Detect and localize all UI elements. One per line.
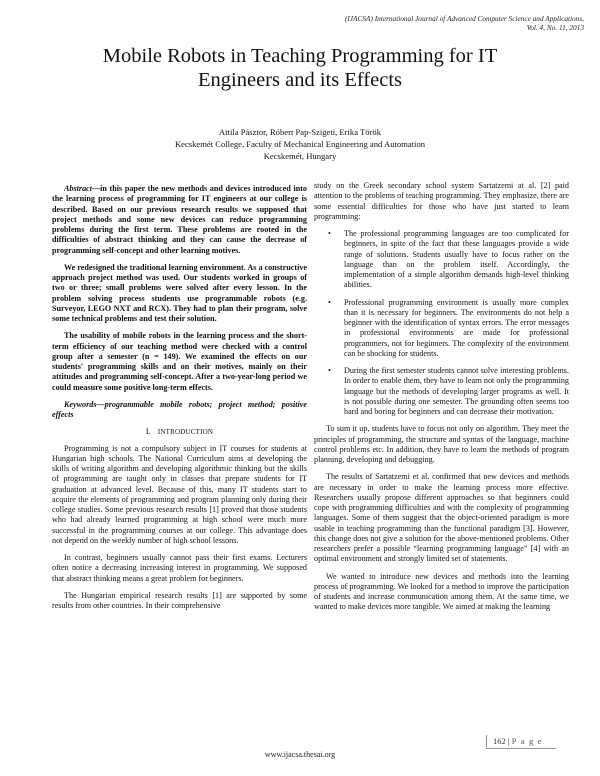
abstract-paragraph-3: The usability of mobile robots in the learning process and the short-term efficiency of our teaching method were checked with a control group after a semester (n = 149). We examined the effects on our students' programming skills and on their motives, mainly on their attitudes and programming self-concept. After a two-year-long period we could measure some positive long-term effects. — [52, 331, 307, 392]
results-paragraph: The results of Sartatzemi et al. confirmed that new devices and methods are necessary in order to make the learning process more effective. Researchers usually propose different approaches so that beginners could cope with programming difficulties and with the complexity of programming languages. Some of them suggest that the object-oriented paradigm is more usable in teaching programming than the functional paradigm [3]. However, this change does not give a solution for the above-mentioned problems. Other researchers prefer a possible “learning programming language” [4] with an optimal environment and strongly limited set of statements. — [314, 472, 569, 564]
abstract-text: —in this paper the new methods and devices introduced into the learning process of programming for IT engineers at our college is described. Based on our previous research results we supposed that project methods and some new devices can reduce programming problems during the first term. These problems are rooted in the difficulties of abstract thinking and they can cause the decrease of programming self-concept and other learning motives. — [52, 184, 307, 255]
keywords-label: Keywords — [64, 399, 97, 409]
list-item — [328, 229, 569, 291]
journal-header — [345, 14, 584, 32]
intro-paragraph-1: Programming is not a compulsory subject in IT courses for students at Hungarian high schools. The National Curriculum aims at developing the skills of writing algorithm and developing algorithmic thinking but the skills of programming are taught only in classes that prepare students for IT graduation at advanced level. Because of this, many IT students start to acquire the elements of programming and program planning only during their college studies. Some previous research results [1] proved that those students who had already learned programming at high school were much more successful in the programming courses at our college. This advantage does not depend on the weekly number of high school lessons. — [52, 443, 307, 545]
page-number-value: 162 — [493, 736, 506, 746]
left-column — [52, 184, 307, 618]
footer-rule-line — [486, 748, 556, 749]
page-number — [493, 736, 543, 746]
list-item-text: The professional programming languages are too complicated for beginners, in spite of the fact that these languages provide a wide range of solutions. Students usually have to focus rather on the language than on the problem itself. Accordingly, the implementation of a simple algorithm demands high-level thinking abilities. — [344, 229, 569, 290]
bullet-icon: • — [328, 229, 331, 238]
abstract-paragraph-2: We redesigned the traditional learning environment. As a constructive approach project method was used. Our students worked in groups of two or three; small problems were solved after every lesson. In the problem solving process students use programmable robots (e.g. Surveyor, LEGO NXT and RCX). They had to plan their program, solve some technical problems and test their solution. — [52, 262, 307, 323]
wanted-paragraph: We wanted to introduce new devices and methods into the learning process of programming. We looked for a method to improve the participation of students and increase communication among them. At the same time, we wanted to make devices more tangible. We aimed at making the learning — [314, 571, 569, 612]
paper-title — [40, 44, 560, 92]
author-location: Kecskemét, Hungary — [263, 151, 337, 161]
paper-title-line2: Engineers and its Effects — [198, 69, 402, 91]
keywords-text: —programmable mobile robots; project method; positive effects — [52, 399, 307, 419]
summary-paragraph: To sum it up, students have to focus not only on algorithm. They meet the principles of programming, the structure and syntax of the language, machine control problems etc. In addition, they have to learn the methods of program planning, developing and debugging. — [314, 424, 569, 464]
author-affiliation: Kecskemét College, Faculty of Mechanical Engineering and Automation — [174, 139, 426, 149]
keywords — [52, 400, 307, 421]
bullet-icon: • — [328, 366, 331, 375]
page-label: P a g e — [511, 736, 543, 746]
right-column — [314, 181, 569, 620]
author-block — [40, 126, 560, 162]
section-title: INTRODUCTION — [157, 428, 214, 437]
footer-divider — [486, 735, 487, 747]
journal-volume: Vol. 4, No. 11, 2013 — [526, 23, 584, 32]
intro-paragraph-2: In contrast, beginners usually cannot pass their first exams. Lecturers often notice a decreasing increasing interest in programming. We supposed that abstract thinking means a great problem for beginners. — [52, 553, 307, 583]
section-heading-introduction — [52, 427, 307, 437]
list-item — [328, 366, 569, 417]
page-separator: | — [507, 736, 510, 746]
journal-name: (IJACSA) International Journal of Advanced Computer Science and Applications, — [344, 14, 584, 23]
section-number: I. — [145, 427, 152, 437]
abstract-paragraph — [52, 184, 307, 256]
list-item-text: During the first semester students cannot solve interesting problems. In order to enable them, they have to learn not only the programming language but the methods of developing larger programs as well. It is not possible during one semester. The grounding often seems too hard and boring for beginners and can decrease their motivation. — [344, 366, 569, 416]
footer-url[interactable]: www.ijacsa.thesai.org — [264, 750, 336, 759]
author-names: Attila Pásztor, Róbert Pap-Szigeti, Erika Török — [218, 127, 382, 137]
continued-paragraph: study on the Greek secondary school system Sartatzemi at al. [2] paid attention to the problems of teaching programming. They emphasize, there are some essential difficulties for those who have just started to learn programming: — [314, 181, 569, 221]
bullet-icon: • — [328, 297, 331, 307]
list-item-text: Professional programming environment is usually more complex than it is necessary for beginners. The environments do not help a beginner with the identification of syntax errors. The error messages in professional environments are made for professional programmers, not for beginners. The complexity of the environment can be shocking for students. — [344, 297, 569, 358]
paper-title-line1: Mobile Robots in Teaching Programming for IT — [102, 45, 498, 67]
list-item — [328, 297, 569, 360]
difficulty-list — [314, 229, 569, 417]
abstract-label: Abstract — [64, 184, 92, 193]
intro-paragraph-3: The Hungarian empirical research results [1] are supported by some results from other countries. In their comprehensive — [52, 590, 307, 610]
